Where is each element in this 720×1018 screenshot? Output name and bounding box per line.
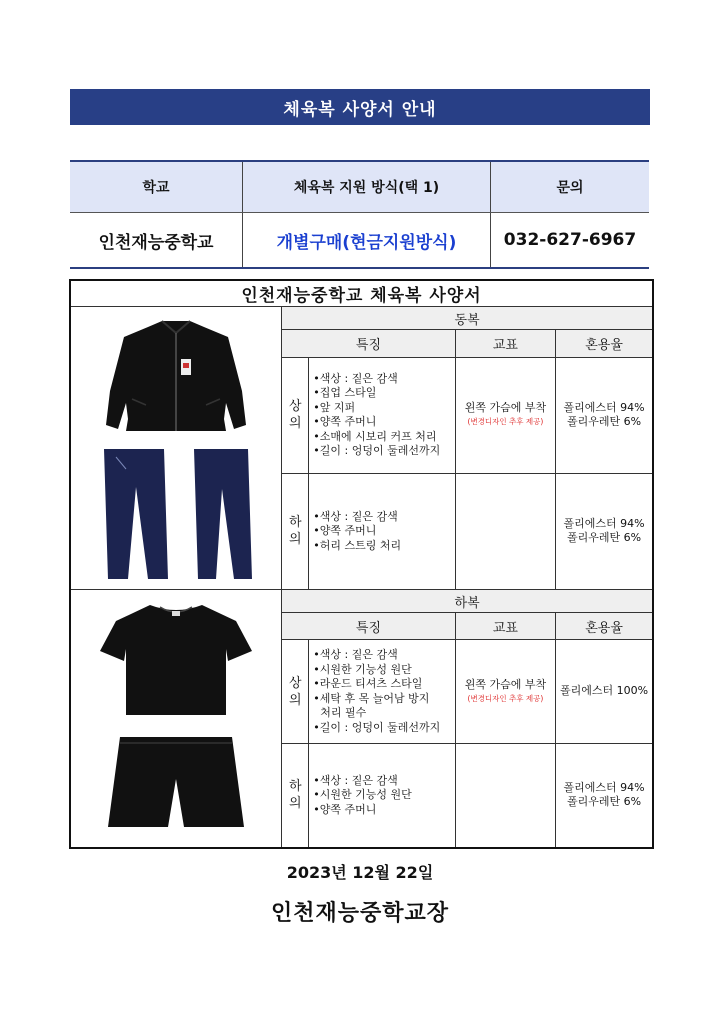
principal-signature: 인천재능중학교장	[270, 901, 450, 926]
summer-image-cell	[70, 590, 282, 848]
winter-col-feature: 특징	[282, 330, 456, 357]
summer-top-badge: 왼쪽 가슴에 부착 (변경디자인 추후 제공)	[455, 640, 555, 744]
winter-bottom-features: •색상 : 짙은 감색 •양쪽 주머니 •허리 스트링 처리	[309, 473, 455, 589]
summer-label: 하복	[282, 590, 653, 613]
winter-bottom-mix: 폴리에스터 94% 폴리우레탄 6%	[556, 473, 653, 589]
winter-top-part: 상 의	[282, 357, 309, 473]
header-contact: 문의	[491, 161, 650, 213]
winter-image-cell	[70, 307, 282, 590]
summer-top-part: 상 의	[282, 640, 309, 744]
summer-bottom-features: •색상 : 짙은 감색 •시원한 기능성 원단 •양쪽 주머니	[309, 744, 455, 848]
winter-top-features: •색상 : 짙은 감색 •집업 스타일 •앞 지퍼 •양쪽 주머니 •소매에 시보리 커프 처리 •길이 : 엉덩이 둘레선까지	[309, 357, 455, 473]
summer-bottom-badge	[455, 744, 555, 848]
winter-top-mix: 폴리에스터 94% 폴리우레탄 6%	[556, 357, 653, 473]
header-school: 학교	[70, 161, 243, 213]
school-name: 인천재능중학교	[70, 213, 243, 269]
tshirt-icon	[100, 605, 252, 715]
right-pants-icon	[194, 449, 252, 579]
contact-number: 032-627-6967	[503, 230, 637, 250]
info-header-row	[70, 161, 649, 213]
summer-col-feature: 특징	[282, 613, 456, 640]
page-title: 체육복 사양서 안내	[70, 89, 650, 125]
shorts-icon	[108, 737, 244, 827]
summer-bottom-mix: 폴리에스터 94% 폴리우레탄 6%	[556, 744, 653, 848]
winter-label: 동복	[282, 307, 653, 330]
badge-note: (변경디자인 추후 제공)	[467, 693, 544, 703]
summer-uniform-image	[76, 591, 276, 841]
summer-col-badge: 교표	[455, 613, 555, 640]
support-method: 개별구매(현금지원방식)	[243, 213, 491, 269]
winter-col-badge: 교표	[455, 330, 555, 357]
left-pants-icon	[104, 449, 168, 579]
info-value-row	[70, 213, 649, 269]
spec-title: 인천재능중학교 체육복 사양서	[70, 280, 653, 307]
winter-uniform-image	[76, 307, 276, 585]
winter-bottom-part: 하 의	[282, 473, 309, 589]
summer-top-mix: 폴리에스터 100%	[556, 640, 653, 744]
winter-bottom-badge	[455, 473, 555, 589]
badge-note: (변경디자인 추후 제공)	[467, 417, 544, 427]
summer-bottom-part: 하 의	[282, 744, 309, 848]
winter-col-mix: 혼용율	[556, 330, 653, 357]
zip-jacket-icon	[106, 321, 246, 431]
school-info-table	[70, 160, 649, 269]
summer-top-features: •색상 : 짙은 감색 •시원한 기능성 원단 •라운드 티셔츠 스타일 •세탁 후 목 늘어남 방지 처리 필수 •길이 : 엉덩이 둘레선까지	[309, 640, 455, 744]
header-method: 체육복 지원 방식(택 1)	[243, 161, 491, 213]
winter-top-badge: 왼쪽 가슴에 부착 (변경디자인 추후 제공)	[455, 357, 555, 473]
issue-date: 2023년 12월 22일	[286, 863, 434, 882]
summer-col-mix: 혼용율	[556, 613, 653, 640]
spec-table	[69, 279, 654, 849]
